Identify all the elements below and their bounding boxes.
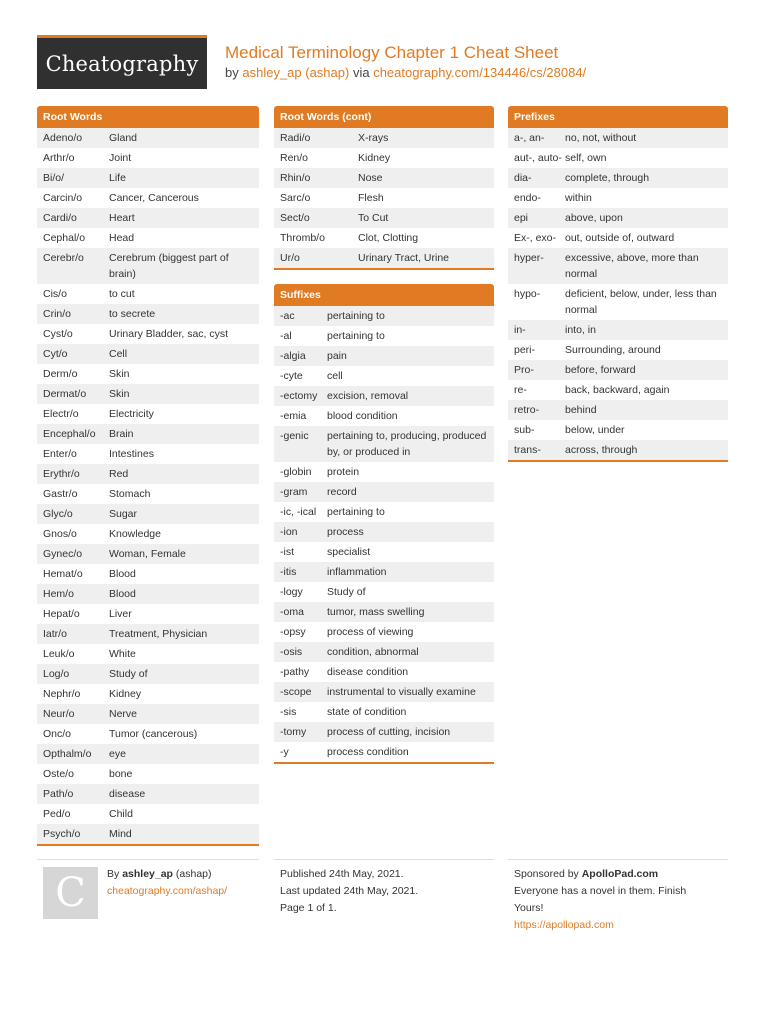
definition-cell: Electricity [109, 408, 154, 420]
definition-cell: Kidney [109, 688, 142, 700]
table-row [37, 444, 259, 464]
term-cell: -oma [280, 606, 304, 618]
definition-cell: within [565, 192, 592, 204]
definition-cell: pertaining to, producing, produced by, or produced in [327, 430, 487, 458]
term-cell: Glyc/o [43, 508, 73, 520]
term-cell: -ac [280, 310, 295, 322]
term-cell: -ectomy [280, 390, 318, 402]
table-row [274, 228, 494, 248]
table-row [274, 522, 494, 542]
table-row [508, 400, 728, 420]
term-cell: Radi/o [280, 132, 311, 144]
suffixes-rows [274, 306, 494, 762]
definition-cell: Urinary Bladder, sac, cyst [109, 328, 229, 340]
table-row [37, 424, 259, 444]
definition-cell: process [327, 526, 364, 538]
avatar[interactable] [43, 867, 98, 919]
table-row [37, 704, 259, 724]
definition-cell: Clot, Clotting [358, 232, 419, 244]
prefixes-section [508, 106, 728, 462]
table-row [37, 544, 259, 564]
definition-cell: pertaining to [327, 310, 385, 322]
term-cell: Onc/o [43, 728, 72, 740]
term-cell: Gastr/o [43, 488, 78, 500]
term-cell: -sis [280, 706, 297, 718]
table-row [274, 662, 494, 682]
table-row [274, 642, 494, 662]
term-cell: -al [280, 330, 292, 342]
root-words-cont-section [274, 106, 494, 270]
definition-cell: out, outside of, outward [565, 232, 675, 244]
definition-cell: inflammation [327, 566, 387, 578]
table-row [274, 582, 494, 602]
table-row [274, 542, 494, 562]
definition-cell: pertaining to [327, 506, 385, 518]
term-cell: Cyt/o [43, 348, 68, 360]
definition-cell: instrumental to visually examine [327, 686, 476, 698]
term-cell: endo- [514, 192, 541, 204]
table-row [274, 602, 494, 622]
definition-cell: to secrete [109, 308, 156, 320]
table-row [37, 404, 259, 424]
footer-author [107, 866, 227, 900]
definition-cell: into, in [565, 324, 596, 336]
table-row [274, 208, 494, 228]
term-cell: aut-, auto- [514, 152, 562, 164]
definition-cell: X-rays [358, 132, 389, 144]
term-cell: -cyte [280, 370, 303, 382]
column-1 [37, 106, 259, 860]
definition-cell: Urinary Tract, Urine [358, 252, 450, 264]
term-cell: Hemat/o [43, 568, 83, 580]
term-cell: Cerebr/o [43, 252, 84, 264]
definition-cell: process of viewing [327, 626, 414, 638]
table-row [37, 784, 259, 804]
table-row [508, 284, 728, 320]
sponsor-name[interactable]: ApolloPad.com [581, 868, 659, 880]
term-cell: Bi/o/ [43, 172, 65, 184]
term-cell: Enter/o [43, 448, 77, 460]
table-row [37, 344, 259, 364]
term-cell: -y [280, 746, 289, 758]
table-row [37, 724, 259, 744]
section-header: Suffixes [274, 284, 494, 306]
table-row [37, 664, 259, 684]
definition-cell: Knowledge [109, 528, 161, 540]
table-row [274, 406, 494, 426]
definition-cell: Treatment, Physician [109, 628, 208, 640]
definition-cell: Cell [109, 348, 128, 360]
term-cell: -genic [280, 430, 309, 442]
term-cell: Ped/o [43, 808, 71, 820]
definition-cell: pain [327, 350, 347, 362]
term-cell: re- [514, 384, 527, 396]
definition-cell: Kidney [358, 152, 391, 164]
table-row [37, 524, 259, 544]
definition-cell: Blood [109, 588, 136, 600]
term-cell: -gram [280, 486, 308, 498]
table-row [37, 744, 259, 764]
footer-divider [508, 859, 728, 860]
definition-cell: process condition [327, 746, 409, 758]
definition-cell: pertaining to [327, 330, 385, 342]
definition-cell: Liver [109, 608, 132, 620]
sponsor-line [514, 866, 686, 883]
table-row [274, 188, 494, 208]
term-cell: Ren/o [280, 152, 309, 164]
section-header: Prefixes [508, 106, 728, 128]
byline-via: via [352, 65, 370, 80]
term-cell: -algia [280, 350, 306, 362]
table-row [37, 188, 259, 208]
table-row [274, 128, 494, 148]
term-cell: peri- [514, 344, 536, 356]
term-cell: -osis [280, 646, 303, 658]
avatar-letter: C [55, 870, 86, 916]
table-row [508, 440, 728, 460]
table-row [274, 702, 494, 722]
term-cell: -emia [280, 410, 307, 422]
footer-publish-info [280, 866, 418, 917]
table-row [508, 188, 728, 208]
term-cell: -pathy [280, 666, 310, 678]
term-cell: dia- [514, 172, 532, 184]
table-row [37, 228, 259, 248]
table-row [274, 462, 494, 482]
table-row [274, 426, 494, 462]
term-cell: -logy [280, 586, 303, 598]
definition-cell: complete, through [565, 172, 650, 184]
term-cell: a-, an- [514, 132, 545, 144]
term-cell: -globin [280, 466, 312, 478]
column-3 [508, 106, 728, 476]
definition-cell: excision, removal [327, 390, 409, 402]
logo-text: Cheatography [45, 51, 199, 76]
footer-author-line [107, 866, 227, 883]
sponsor-url-link[interactable]: https://apollopad.com [514, 919, 614, 931]
definition-cell: state of condition [327, 706, 407, 718]
table-row [274, 682, 494, 702]
author-link[interactable]: ashley_ap (ashap) [242, 65, 350, 80]
term-cell: Pro- [514, 364, 534, 376]
column-2 [274, 106, 494, 778]
page-title: Medical Terminology Chapter 1 Cheat Sheet [225, 43, 559, 62]
definition-cell: protein [327, 466, 360, 478]
definition-cell: Nerve [109, 708, 138, 720]
definition-cell: Child [109, 808, 133, 820]
definition-cell: Cerebrum (biggest part of brain) [109, 252, 229, 280]
term-cell: -ist [280, 546, 294, 558]
definition-cell: Head [109, 232, 135, 244]
table-row [37, 504, 259, 524]
footer-divider [37, 859, 259, 860]
table-row [274, 346, 494, 366]
by-label: By [107, 868, 120, 880]
term-cell: -ion [280, 526, 298, 538]
table-row [37, 284, 259, 304]
term-cell: Encephal/o [43, 428, 96, 440]
definition-cell: Intestines [109, 448, 154, 460]
table-row [37, 484, 259, 504]
term-cell: Carcin/o [43, 192, 83, 204]
term-cell: Neur/o [43, 708, 75, 720]
definition-cell: eye [109, 748, 126, 760]
definition-cell: deficient, below, under, less than normal [565, 288, 717, 316]
table-row [274, 562, 494, 582]
definition-cell: Life [109, 172, 126, 184]
definition-cell: Gland [109, 132, 138, 144]
term-cell: Cyst/o [43, 328, 73, 340]
term-cell: Thromb/o [280, 232, 325, 244]
term-cell: Cardi/o [43, 212, 77, 224]
table-row [508, 360, 728, 380]
definition-cell: bone [109, 768, 133, 780]
sponsored-label: Sponsored by [514, 868, 579, 880]
term-cell: -ic, -ical [280, 506, 317, 518]
root-words-cont-rows [274, 128, 494, 268]
table-row [508, 420, 728, 440]
table-row [508, 248, 728, 284]
definition-cell: no, not, without [565, 132, 637, 144]
table-row [508, 148, 728, 168]
section-header: Root Words [37, 106, 259, 128]
table-row [274, 502, 494, 522]
definition-cell: Blood [109, 568, 136, 580]
definition-cell: before, forward [565, 364, 636, 376]
definition-cell: Cancer, Cancerous [109, 192, 199, 204]
table-row [274, 622, 494, 642]
definition-cell: Brain [109, 428, 134, 440]
table-row [37, 604, 259, 624]
table-row [37, 384, 259, 404]
term-cell: hyper- [514, 252, 544, 264]
byline [225, 65, 586, 80]
definition-cell: Red [109, 468, 129, 480]
term-cell: Nephr/o [43, 688, 81, 700]
term-cell: Arthr/o [43, 152, 75, 164]
term-cell: Adeno/o [43, 132, 83, 144]
term-cell: Leuk/o [43, 648, 75, 660]
sponsor-tagline-1: Everyone has a novel in them. Finish [514, 885, 687, 897]
definition-cell: disease condition [327, 666, 409, 678]
term-cell: sub- [514, 424, 535, 436]
definition-cell: cell [327, 370, 343, 382]
footer-divider [274, 859, 494, 860]
table-row [37, 624, 259, 644]
definition-cell: Heart [109, 212, 135, 224]
term-cell: Opthalm/o [43, 748, 92, 760]
term-cell: Sarc/o [280, 192, 311, 204]
page-number: Page 1 of 1. [280, 902, 337, 914]
table-row [274, 742, 494, 762]
term-cell: Derm/o [43, 368, 78, 380]
table-row [37, 804, 259, 824]
table-row [37, 364, 259, 384]
term-cell: -opsy [280, 626, 306, 638]
table-row [37, 168, 259, 188]
definition-cell: behind [565, 404, 597, 416]
term-cell: Sect/o [280, 212, 310, 224]
definition-cell: Study of [327, 586, 366, 598]
definition-cell: to cut [109, 288, 135, 300]
table-row [508, 340, 728, 360]
table-row [37, 464, 259, 484]
definition-cell: self, own [565, 152, 607, 164]
definition-cell: specialist [327, 546, 371, 558]
sponsor-tagline-2: Yours! [514, 902, 544, 914]
definition-cell: process of cutting, incision [327, 726, 451, 738]
term-cell: Gynec/o [43, 548, 83, 560]
prefixes-rows [508, 128, 728, 460]
table-row [37, 824, 259, 844]
table-row [508, 320, 728, 340]
table-row [37, 304, 259, 324]
updated-date: Last updated 24th May, 2021. [280, 885, 419, 897]
definition-cell: Skin [109, 388, 130, 400]
term-cell: Erythr/o [43, 468, 80, 480]
term-cell: Cis/o [43, 288, 67, 300]
term-cell: Dermat/o [43, 388, 87, 400]
table-row [274, 366, 494, 386]
definition-cell: above, upon [565, 212, 623, 224]
definition-cell: Skin [109, 368, 130, 380]
root-words-rows [37, 128, 259, 844]
table-row [508, 228, 728, 248]
author-url-link[interactable]: cheatography.com/ashap/ [107, 885, 228, 897]
table-row [508, 208, 728, 228]
definition-cell: below, under [565, 424, 625, 436]
table-row [274, 168, 494, 188]
table-row [37, 564, 259, 584]
root-words-section [37, 106, 259, 846]
definition-cell: Tumor (cancerous) [109, 728, 198, 740]
table-row [508, 128, 728, 148]
table-row [274, 386, 494, 406]
definition-cell: Nose [358, 172, 383, 184]
table-row [508, 168, 728, 188]
byline-by: by [225, 65, 239, 80]
author-name[interactable]: ashley_ap [122, 868, 173, 880]
term-cell: Cephal/o [43, 232, 86, 244]
term-cell: in- [514, 324, 526, 336]
published-date: Published 24th May, 2021. [280, 868, 404, 880]
table-row [37, 644, 259, 664]
term-cell: Crin/o [43, 308, 72, 320]
table-row [37, 208, 259, 228]
definition-cell: condition, abnormal [327, 646, 419, 658]
table-row [274, 306, 494, 326]
definition-cell: Sugar [109, 508, 138, 520]
footer-sponsor [514, 866, 686, 934]
definition-cell: blood condition [327, 410, 398, 422]
term-cell: Log/o [43, 668, 70, 680]
cheatography-logo[interactable] [37, 35, 207, 89]
definition-cell: Joint [109, 152, 132, 164]
definition-cell: record [327, 486, 357, 498]
term-cell: Ur/o [280, 252, 300, 264]
term-cell: Gnos/o [43, 528, 77, 540]
term-cell: Iatr/o [43, 628, 67, 640]
table-row [37, 324, 259, 344]
author-handle: (ashap) [175, 868, 212, 880]
table-row [37, 764, 259, 784]
term-cell: -tomy [280, 726, 307, 738]
table-row [274, 326, 494, 346]
definition-cell: excessive, above, more than normal [565, 252, 699, 280]
table-row [37, 248, 259, 284]
term-cell: Electr/o [43, 408, 79, 420]
term-cell: -itis [280, 566, 297, 578]
definition-cell: across, through [565, 444, 638, 456]
definition-cell: tumor, mass swelling [327, 606, 425, 618]
term-cell: Path/o [43, 788, 74, 800]
term-cell: Psych/o [43, 828, 81, 840]
term-cell: Ex-, exo- [514, 232, 557, 244]
suffixes-section [274, 284, 494, 764]
definition-cell: To Cut [358, 212, 389, 224]
term-cell: trans- [514, 444, 541, 456]
definition-cell: Mind [109, 828, 132, 840]
table-row [37, 128, 259, 148]
term-cell: -scope [280, 686, 312, 698]
term-cell: retro- [514, 404, 540, 416]
sheet-url-link[interactable]: cheatography.com/134446/cs/28084/ [373, 65, 587, 80]
table-row [37, 684, 259, 704]
definition-cell: Stomach [109, 488, 151, 500]
term-cell: Oste/o [43, 768, 74, 780]
table-row [274, 248, 494, 268]
table-row [274, 148, 494, 168]
definition-cell: disease [109, 788, 146, 800]
definition-cell: Flesh [358, 192, 384, 204]
table-row [508, 380, 728, 400]
term-cell: Hem/o [43, 588, 74, 600]
term-cell: Hepat/o [43, 608, 80, 620]
term-cell: Rhin/o [280, 172, 311, 184]
definition-cell: back, backward, again [565, 384, 670, 396]
table-row [37, 148, 259, 168]
term-cell: hypo- [514, 288, 541, 300]
definition-cell: Woman, Female [109, 548, 186, 560]
table-row [37, 584, 259, 604]
table-row [274, 722, 494, 742]
section-header: Root Words (cont) [274, 106, 494, 128]
definition-cell: White [109, 648, 136, 660]
term-cell: epi [514, 212, 529, 224]
table-row [274, 482, 494, 502]
definition-cell: Surrounding, around [565, 344, 661, 356]
definition-cell: Study of [109, 668, 148, 680]
